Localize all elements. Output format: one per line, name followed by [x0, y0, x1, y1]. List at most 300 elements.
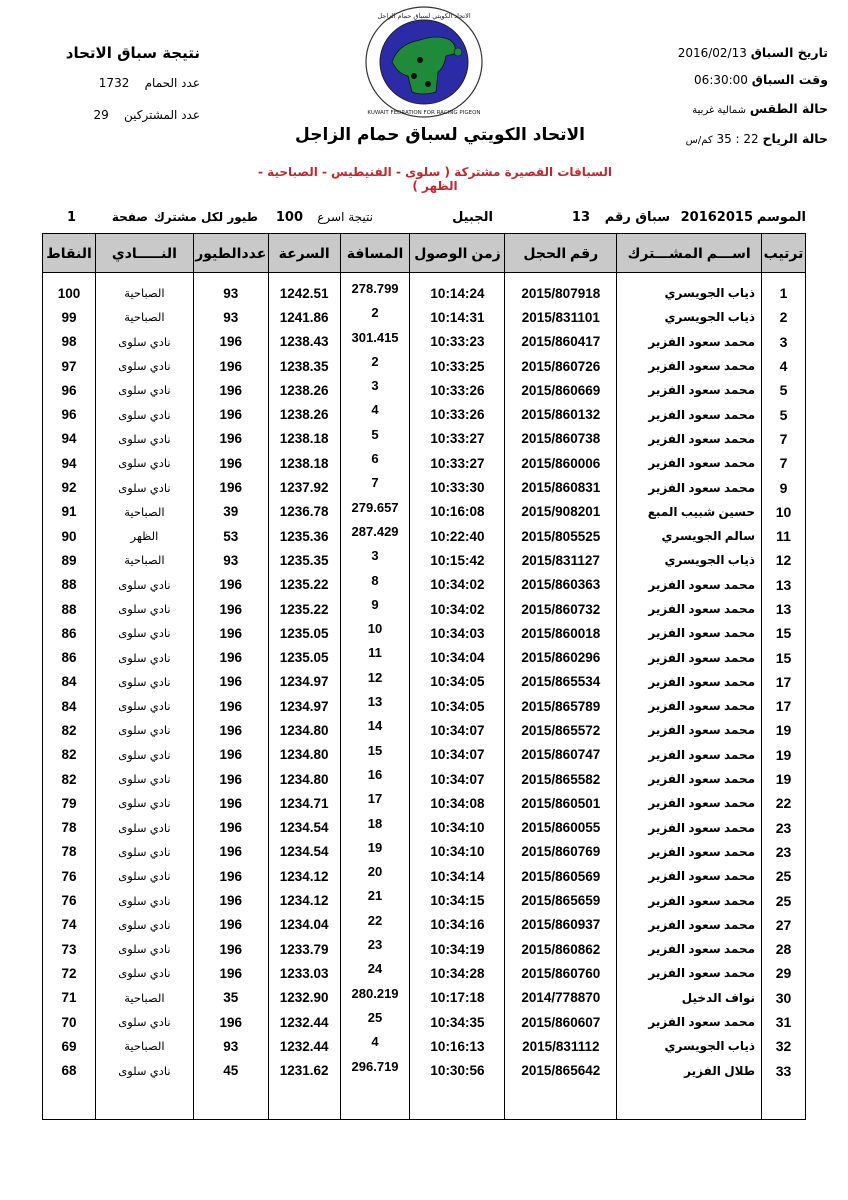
- rank-cell: 27: [762, 913, 806, 937]
- speed-cell: 1235.05: [268, 621, 340, 645]
- participant-cell: محمد سعود الفزير: [617, 767, 762, 791]
- table-row: [43, 743, 806, 767]
- club-cell: نادي سلوى: [96, 718, 194, 742]
- bird-count-cell: 196: [193, 888, 268, 912]
- distance-cell: 13: [340, 694, 410, 718]
- race-time-label: وقت السباق: [751, 72, 828, 87]
- rank-cell: 29: [762, 961, 806, 985]
- speed-cell: 1238.18: [268, 427, 340, 451]
- speed-cell: 1236.78: [268, 500, 340, 524]
- speed-cell: 1238.35: [268, 354, 340, 378]
- table-row: [43, 694, 806, 718]
- club-cell: نادي سلوى: [96, 573, 194, 597]
- weather-line: [692, 101, 828, 116]
- table-row: [43, 597, 806, 621]
- club-cell: نادي سلوى: [96, 743, 194, 767]
- table-row: [43, 475, 806, 499]
- participant-cell: نواف الدخيل: [617, 986, 762, 1010]
- arrival-time-cell: 10:33:30: [410, 475, 505, 499]
- club-cell: نادي سلوى: [96, 913, 194, 937]
- points-cell: 76: [43, 864, 96, 888]
- speed-cell: 1233.79: [268, 937, 340, 961]
- points-cell: 96: [43, 378, 96, 402]
- arrival-time-cell: 10:34:05: [410, 670, 505, 694]
- points-cell: 90: [43, 524, 96, 548]
- bird-count-cell: 196: [193, 791, 268, 815]
- participant-cell: حسين شبيب المبع: [617, 500, 762, 524]
- table-row: [43, 1010, 806, 1034]
- arrival-time-cell: 10:16:13: [410, 1034, 505, 1058]
- rank-cell: 13: [762, 573, 806, 597]
- speed-cell: 1238.18: [268, 451, 340, 475]
- ring-number-cell: 2015/860501: [505, 791, 617, 815]
- distance-cell: 3: [340, 378, 410, 402]
- wind-unit: كم/س: [685, 135, 713, 146]
- bird-count-cell: 196: [193, 1010, 268, 1034]
- svg-text:الاتحاد الكويتي لسباق حمام الز: الاتحاد الكويتي لسباق حمام الزاجل: [377, 12, 471, 20]
- table-row: [43, 427, 806, 451]
- points-cell: 69: [43, 1034, 96, 1058]
- club-cell: نادي سلوى: [96, 451, 194, 475]
- arrival-time-cell: 10:34:05: [410, 694, 505, 718]
- participant-cell: ذياب الجويسري: [617, 548, 762, 572]
- bird-count-cell: 93: [193, 305, 268, 329]
- ring-number-cell: 2015/860862: [505, 937, 617, 961]
- bird-count-cell: 196: [193, 573, 268, 597]
- points-cell: 76: [43, 888, 96, 912]
- fastest-count: 100: [275, 210, 303, 225]
- distance-cell: 21: [340, 888, 410, 912]
- points-cell: 79: [43, 791, 96, 815]
- participant-cell: محمد سعود الفزير: [617, 378, 762, 402]
- bird-count-cell: 196: [193, 427, 268, 451]
- arrival-time-cell: 10:34:35: [410, 1010, 505, 1034]
- club-cell: نادي سلوى: [96, 961, 194, 985]
- empty-cell: [617, 1083, 762, 1120]
- points-cell: 98: [43, 330, 96, 354]
- participants-label: عدد المشتركين: [124, 108, 200, 122]
- points-cell: 91: [43, 500, 96, 524]
- club-cell: الصباحية: [96, 986, 194, 1010]
- points-cell: 74: [43, 913, 96, 937]
- club-cell: نادي سلوى: [96, 354, 194, 378]
- rank-cell: 23: [762, 816, 806, 840]
- ring-number-cell: 2015/865572: [505, 718, 617, 742]
- ring-number-cell: 2015/860726: [505, 354, 617, 378]
- arrival-time-cell: 10:33:26: [410, 402, 505, 426]
- club-cell: نادي سلوى: [96, 864, 194, 888]
- points-cell: 82: [43, 767, 96, 791]
- participant-cell: محمد سعود الفزير: [617, 573, 762, 597]
- speed-cell: 1234.80: [268, 743, 340, 767]
- rank-cell: 9: [762, 475, 806, 499]
- per-participant-label: طيور لكل مشترك: [153, 210, 258, 224]
- participants-value: 29: [93, 108, 109, 122]
- club-cell: نادي سلوى: [96, 597, 194, 621]
- club-cell: الصباحية: [96, 500, 194, 524]
- rank-cell: 19: [762, 743, 806, 767]
- rank-cell: 33: [762, 1059, 806, 1083]
- ring-number-cell: 2015/860055: [505, 816, 617, 840]
- arrival-time-cell: 10:22:40: [410, 524, 505, 548]
- table-row: [43, 1059, 806, 1083]
- participant-cell: محمد سعود الفزير: [617, 937, 762, 961]
- points-cell: 82: [43, 718, 96, 742]
- arrival-time-cell: 10:34:07: [410, 718, 505, 742]
- points-cell: 86: [43, 645, 96, 669]
- arrival-time-cell: 10:14:24: [410, 273, 505, 306]
- ring-number-cell: 2015/865582: [505, 767, 617, 791]
- rank-cell: 13: [762, 597, 806, 621]
- ring-number-cell: 2015/860831: [505, 475, 617, 499]
- bird-count-cell: 196: [193, 330, 268, 354]
- bird-count-cell: 196: [193, 718, 268, 742]
- participant-cell: محمد سعود الفزير: [617, 597, 762, 621]
- empty-cell: [410, 1083, 505, 1120]
- table-row: [43, 816, 806, 840]
- arrival-time-cell: 10:34:15: [410, 888, 505, 912]
- table-row: [43, 913, 806, 937]
- rank-cell: 7: [762, 427, 806, 451]
- club-cell: نادي سلوى: [96, 645, 194, 669]
- rank-cell: 11: [762, 524, 806, 548]
- arrival-time-cell: 10:34:02: [410, 597, 505, 621]
- points-cell: 73: [43, 937, 96, 961]
- club-cell: نادي سلوى: [96, 427, 194, 451]
- ring-number-cell: 2015/860747: [505, 743, 617, 767]
- speed-cell: 1234.80: [268, 718, 340, 742]
- rank-cell: 31: [762, 1010, 806, 1034]
- table-row: [43, 670, 806, 694]
- rank-cell: 19: [762, 718, 806, 742]
- distance-cell: 278.799: [340, 273, 410, 306]
- location: الجبيل: [452, 210, 493, 225]
- rank-cell: 5: [762, 378, 806, 402]
- participant-cell: محمد سعود الفزير: [617, 645, 762, 669]
- table-row: [43, 305, 806, 329]
- table-bottom-spacer: [43, 1083, 806, 1120]
- rank-cell: 1: [762, 273, 806, 306]
- table-row: [43, 718, 806, 742]
- club-cell: نادي سلوى: [96, 402, 194, 426]
- rank-cell: 28: [762, 937, 806, 961]
- points-cell: 94: [43, 427, 96, 451]
- distance-cell: 6: [340, 451, 410, 475]
- club-cell: الظهر: [96, 524, 194, 548]
- bird-count-cell: 196: [193, 743, 268, 767]
- points-cell: 100: [43, 273, 96, 306]
- distance-cell: 19: [340, 840, 410, 864]
- club-cell: نادي سلوى: [96, 694, 194, 718]
- col-points: النقاط: [43, 234, 96, 273]
- participant-cell: طلال الفزير: [617, 1059, 762, 1083]
- table-row: [43, 621, 806, 645]
- rank-cell: 2: [762, 305, 806, 329]
- points-cell: 86: [43, 621, 96, 645]
- club-cell: نادي سلوى: [96, 330, 194, 354]
- participant-cell: محمد سعود الفزير: [617, 475, 762, 499]
- rank-cell: 7: [762, 451, 806, 475]
- arrival-time-cell: 10:14:31: [410, 305, 505, 329]
- empty-cell: [505, 1083, 617, 1120]
- speed-cell: 1235.05: [268, 645, 340, 669]
- speed-cell: 1238.26: [268, 402, 340, 426]
- speed-cell: 1234.80: [268, 767, 340, 791]
- distance-cell: 4: [340, 402, 410, 426]
- table-row: [43, 330, 806, 354]
- points-cell: 68: [43, 1059, 96, 1083]
- rank-cell: 15: [762, 621, 806, 645]
- participant-cell: محمد سعود الفزير: [617, 791, 762, 815]
- speed-cell: 1237.92: [268, 475, 340, 499]
- rank-cell: 32: [762, 1034, 806, 1058]
- bird-count-cell: 93: [193, 273, 268, 306]
- weather-value: شمالية غربية: [692, 105, 747, 116]
- rank-cell: 4: [762, 354, 806, 378]
- table-row: [43, 402, 806, 426]
- participant-cell: محمد سعود الفزير: [617, 718, 762, 742]
- bird-count-cell: 93: [193, 1034, 268, 1058]
- distance-cell: 7: [340, 475, 410, 499]
- organization-title: الاتحاد الكويتي لسباق حمام الزاجل: [295, 125, 585, 145]
- rank-cell: 25: [762, 864, 806, 888]
- race-time-value: 06:30:00: [694, 73, 748, 87]
- distance-cell: 9: [340, 597, 410, 621]
- participant-cell: محمد سعود الفزير: [617, 888, 762, 912]
- ring-number-cell: 2015/860006: [505, 451, 617, 475]
- participant-cell: محمد سعود الفزير: [617, 961, 762, 985]
- points-cell: 84: [43, 670, 96, 694]
- arrival-time-cell: 10:15:42: [410, 548, 505, 572]
- speed-cell: 1238.26: [268, 378, 340, 402]
- bird-count-cell: 196: [193, 961, 268, 985]
- participant-cell: محمد سعود الفزير: [617, 402, 762, 426]
- speed-cell: 1234.54: [268, 840, 340, 864]
- speed-cell: 1234.54: [268, 816, 340, 840]
- race-subtitle: السباقات القصيرة مشتركة ( سلوى - الفنيطيس - الصباحية - الظهر ): [258, 165, 612, 193]
- race-date-value: 2016/02/13: [677, 46, 747, 60]
- points-cell: 94: [43, 451, 96, 475]
- table-row: [43, 378, 806, 402]
- participant-cell: محمد سعود الفزير: [617, 913, 762, 937]
- col-club: النـــــادي: [96, 234, 194, 273]
- table-row: [43, 864, 806, 888]
- points-cell: 78: [43, 816, 96, 840]
- bird-count-cell: 93: [193, 548, 268, 572]
- club-cell: نادي سلوى: [96, 791, 194, 815]
- race-time-line: [694, 72, 828, 87]
- club-cell: نادي سلوى: [96, 670, 194, 694]
- ring-number-cell: 2014/778870: [505, 986, 617, 1010]
- bird-count-cell: 196: [193, 913, 268, 937]
- season-label: الموسم: [756, 210, 806, 225]
- distance-cell: 24: [340, 961, 410, 985]
- bird-count-cell: 196: [193, 402, 268, 426]
- club-cell: الصباحية: [96, 305, 194, 329]
- participant-cell: محمد سعود الفزير: [617, 427, 762, 451]
- race-date-line: [678, 45, 828, 60]
- ring-number-cell: 2015/860363: [505, 573, 617, 597]
- ring-number-cell: 2015/831112: [505, 1034, 617, 1058]
- distance-cell: 25: [340, 1010, 410, 1034]
- results-table: [42, 233, 806, 1120]
- arrival-time-cell: 10:34:07: [410, 743, 505, 767]
- bird-count-cell: 196: [193, 840, 268, 864]
- bird-count-cell: 196: [193, 694, 268, 718]
- points-cell: 89: [43, 548, 96, 572]
- participant-cell: محمد سعود الفزير: [617, 621, 762, 645]
- club-cell: نادي سلوى: [96, 767, 194, 791]
- distance-cell: 15: [340, 743, 410, 767]
- distance-cell: 296.719: [340, 1059, 410, 1083]
- participant-cell: ذياب الجويسري: [617, 273, 762, 306]
- distance-cell: 14: [340, 718, 410, 742]
- race-number-value: 13: [571, 210, 590, 225]
- points-cell: 82: [43, 743, 96, 767]
- arrival-time-cell: 10:34:14: [410, 864, 505, 888]
- ring-number-cell: 2015/860018: [505, 621, 617, 645]
- rank-cell: 30: [762, 986, 806, 1010]
- ring-number-cell: 2015/860669: [505, 378, 617, 402]
- speed-cell: 1234.04: [268, 913, 340, 937]
- participant-cell: محمد سعود الفزير: [617, 1010, 762, 1034]
- wind-value: 22 : 35: [716, 132, 759, 146]
- empty-cell: [340, 1083, 410, 1120]
- bird-count-cell: 196: [193, 670, 268, 694]
- arrival-time-cell: 10:34:08: [410, 791, 505, 815]
- distance-cell: 23: [340, 937, 410, 961]
- points-cell: 99: [43, 305, 96, 329]
- rank-cell: 12: [762, 548, 806, 572]
- distance-cell: 2: [340, 305, 410, 329]
- club-cell: الصباحية: [96, 548, 194, 572]
- distance-cell: 287.429: [340, 524, 410, 548]
- rank-cell: 10: [762, 500, 806, 524]
- bird-count-cell: 196: [193, 378, 268, 402]
- table-header-row: [43, 234, 806, 273]
- ring-number-cell: 2015/865642: [505, 1059, 617, 1083]
- race-date-label: تاريخ السباق: [750, 45, 828, 60]
- rank-cell: 15: [762, 645, 806, 669]
- points-cell: 84: [43, 694, 96, 718]
- participant-cell: محمد سعود الفزير: [617, 330, 762, 354]
- club-cell: نادي سلوى: [96, 816, 194, 840]
- speed-cell: 1233.03: [268, 961, 340, 985]
- weather-label: حالة الطقس: [749, 101, 828, 116]
- distance-cell: 20: [340, 864, 410, 888]
- table-row: [43, 273, 806, 306]
- club-cell: نادي سلوى: [96, 1059, 194, 1083]
- club-cell: نادي سلوى: [96, 1010, 194, 1034]
- distance-cell: 8: [340, 573, 410, 597]
- bird-count-cell: 39: [193, 500, 268, 524]
- rank-cell: 23: [762, 840, 806, 864]
- club-cell: الصباحية: [96, 1034, 194, 1058]
- distance-cell: 3: [340, 548, 410, 572]
- empty-cell: [268, 1083, 340, 1120]
- table-row: [43, 548, 806, 572]
- bird-count-cell: 196: [193, 645, 268, 669]
- distance-cell: 12: [340, 670, 410, 694]
- distance-cell: 10: [340, 621, 410, 645]
- table-row: [43, 961, 806, 985]
- participant-cell: ذياب الجويسري: [617, 305, 762, 329]
- arrival-time-cell: 10:33:27: [410, 427, 505, 451]
- club-cell: نادي سلوى: [96, 621, 194, 645]
- club-cell: نادي سلوى: [96, 475, 194, 499]
- table-row: [43, 767, 806, 791]
- distance-cell: 16: [340, 767, 410, 791]
- speed-cell: 1231.62: [268, 1059, 340, 1083]
- rank-cell: 22: [762, 791, 806, 815]
- distance-cell: 279.657: [340, 500, 410, 524]
- rank-cell: 19: [762, 767, 806, 791]
- table-row: [43, 524, 806, 548]
- result-title: نتيجة سباق الاتحاد: [65, 44, 200, 62]
- arrival-time-cell: 10:34:19: [410, 937, 505, 961]
- bird-count-cell: 196: [193, 475, 268, 499]
- arrival-time-cell: 10:34:16: [410, 913, 505, 937]
- speed-cell: 1242.51: [268, 273, 340, 306]
- table-row: [43, 791, 806, 815]
- bird-count-cell: 196: [193, 937, 268, 961]
- club-cell: نادي سلوى: [96, 378, 194, 402]
- bird-count-cell: 45: [193, 1059, 268, 1083]
- bird-count-cell: 196: [193, 621, 268, 645]
- bird-count-cell: 196: [193, 451, 268, 475]
- points-cell: 72: [43, 961, 96, 985]
- empty-cell: [43, 1083, 96, 1120]
- arrival-time-cell: 10:34:10: [410, 816, 505, 840]
- speed-cell: 1234.12: [268, 888, 340, 912]
- arrival-time-cell: 10:17:18: [410, 986, 505, 1010]
- speed-cell: 1234.97: [268, 670, 340, 694]
- ring-number-cell: 2015/807918: [505, 273, 617, 306]
- speed-cell: 1234.97: [268, 694, 340, 718]
- ring-number-cell: 2015/831101: [505, 305, 617, 329]
- table-row: [43, 500, 806, 524]
- arrival-time-cell: 10:34:28: [410, 961, 505, 985]
- speed-cell: 1235.36: [268, 524, 340, 548]
- ring-number-cell: 2015/860732: [505, 597, 617, 621]
- rank-cell: 5: [762, 402, 806, 426]
- race-number-label: سباق رقم: [604, 210, 670, 225]
- points-cell: 96: [43, 402, 96, 426]
- speed-cell: 1232.90: [268, 986, 340, 1010]
- arrival-time-cell: 10:33:26: [410, 378, 505, 402]
- ring-number-cell: 2015/860417: [505, 330, 617, 354]
- speed-cell: 1235.22: [268, 597, 340, 621]
- col-bird-count: عددالطيور: [193, 234, 268, 273]
- birds-count-label: عدد الحمام: [144, 76, 200, 90]
- table-row: [43, 840, 806, 864]
- birds-count-line: [20, 76, 200, 90]
- fastest-label: نتيجة اسرع: [317, 210, 373, 224]
- col-speed: السرعة: [268, 234, 340, 273]
- speed-cell: 1232.44: [268, 1010, 340, 1034]
- distance-cell: 18: [340, 816, 410, 840]
- empty-cell: [762, 1083, 806, 1120]
- col-participant: اســـم المشـــترك: [617, 234, 762, 273]
- distance-cell: 301.415: [340, 330, 410, 354]
- bird-count-cell: 196: [193, 767, 268, 791]
- ring-number-cell: 2015/865659: [505, 888, 617, 912]
- ring-number-cell: 2015/860937: [505, 913, 617, 937]
- arrival-time-cell: 10:33:27: [410, 451, 505, 475]
- col-arrival-time: زمن الوصول: [410, 234, 505, 273]
- bird-count-cell: 35: [193, 986, 268, 1010]
- federation-logo: [358, 4, 490, 122]
